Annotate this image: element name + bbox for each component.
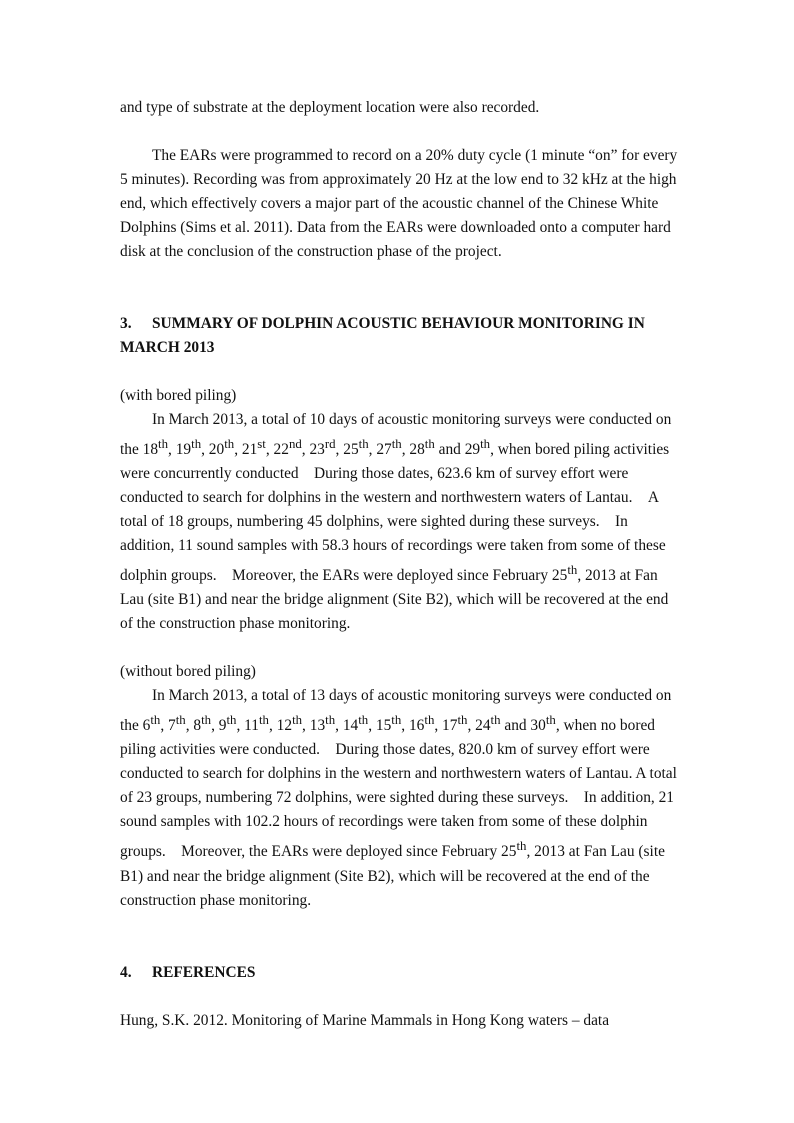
section-3-number: 3. bbox=[120, 315, 132, 332]
section-4-number: 4. bbox=[120, 963, 132, 981]
document-page bbox=[120, 96, 680, 1033]
paragraph-substrate: and type of substrate at the deployment location were also recorded. bbox=[120, 99, 540, 116]
without-bored-piling-paragraph: In March 2013, a total of 13 days of acoustic monitoring surveys were conducted on the 6th, 7th, 8th, 9th, 11th, 12th, 13th, 14th, 15th, 16th, 17th, 24th and 30th, when no bored piling activities were conducted. During those dates, 820.0 km of survey effort were conducted to search for dolphins in the western and northwestern waters of Lantau. A total of 23 groups, numbering 72 dolphins, were sighted during these surveys. In addition, 21 sound samples with 102.2 hours of recordings were taken from some of these dolphin groups. Moreover, the EARs were deployed since February 25th, 2013 at Fan Lau (site B1) and near the bridge alignment (Site B2), which will be recovered at the end of the construction phase monitoring. bbox=[120, 687, 677, 909]
with-bored-piling-block bbox=[120, 384, 680, 636]
without-bored-piling-block bbox=[120, 660, 680, 912]
section-4-title: REFERENCES bbox=[152, 963, 256, 981]
section-3-heading bbox=[120, 312, 680, 360]
section-4-heading bbox=[120, 961, 680, 985]
section-3-title: SUMMARY OF DOLPHIN ACOUSTIC BEHAVIOUR MONITORING IN MARCH 2013 bbox=[120, 315, 645, 356]
without-bored-piling-label: (without bored piling) bbox=[120, 663, 256, 681]
paragraph-ears-duty-cycle: The EARs were programmed to record on a 20% duty cycle (1 minute “on” for every 5 minutes). Recording was from approximately 20 Hz at the low end to 32 kHz at the high end, which effectively covers a major part of the acoustic channel of the Chinese White Dolphins (Sims et al. 2011). Data from the EARs were downloaded onto a computer hard disk at the conclusion of the construction phase of the project. bbox=[120, 147, 678, 260]
reference-entry: Hung, S.K. 2012. Monitoring of Marine Mammals in Hong Kong waters – data bbox=[120, 1011, 610, 1029]
with-bored-piling-paragraph: In March 2013, a total of 10 days of acoustic monitoring surveys were conducted on the 18th, 19th, 20th, 21st, 22nd, 23rd, 25th, 27th, 28th and 29th, when bored piling activities were concurrently conducted During those dates, 623.6 km of survey effort were conducted to search for dolphins in the western and northwestern waters of Lantau. A total of 18 groups, numbering 45 dolphins, were sighted during these surveys. In addition, 11 sound samples with 58.3 hours of recordings were taken from some of these dolphin groups. Moreover, the EARs were deployed since February 25th, 2013 at Fan Lau (site B1) and near the bridge alignment (Site B2), which will be recovered at the end of the construction phase monitoring. bbox=[120, 411, 672, 633]
with-bored-piling-label: (with bored piling) bbox=[120, 387, 237, 404]
